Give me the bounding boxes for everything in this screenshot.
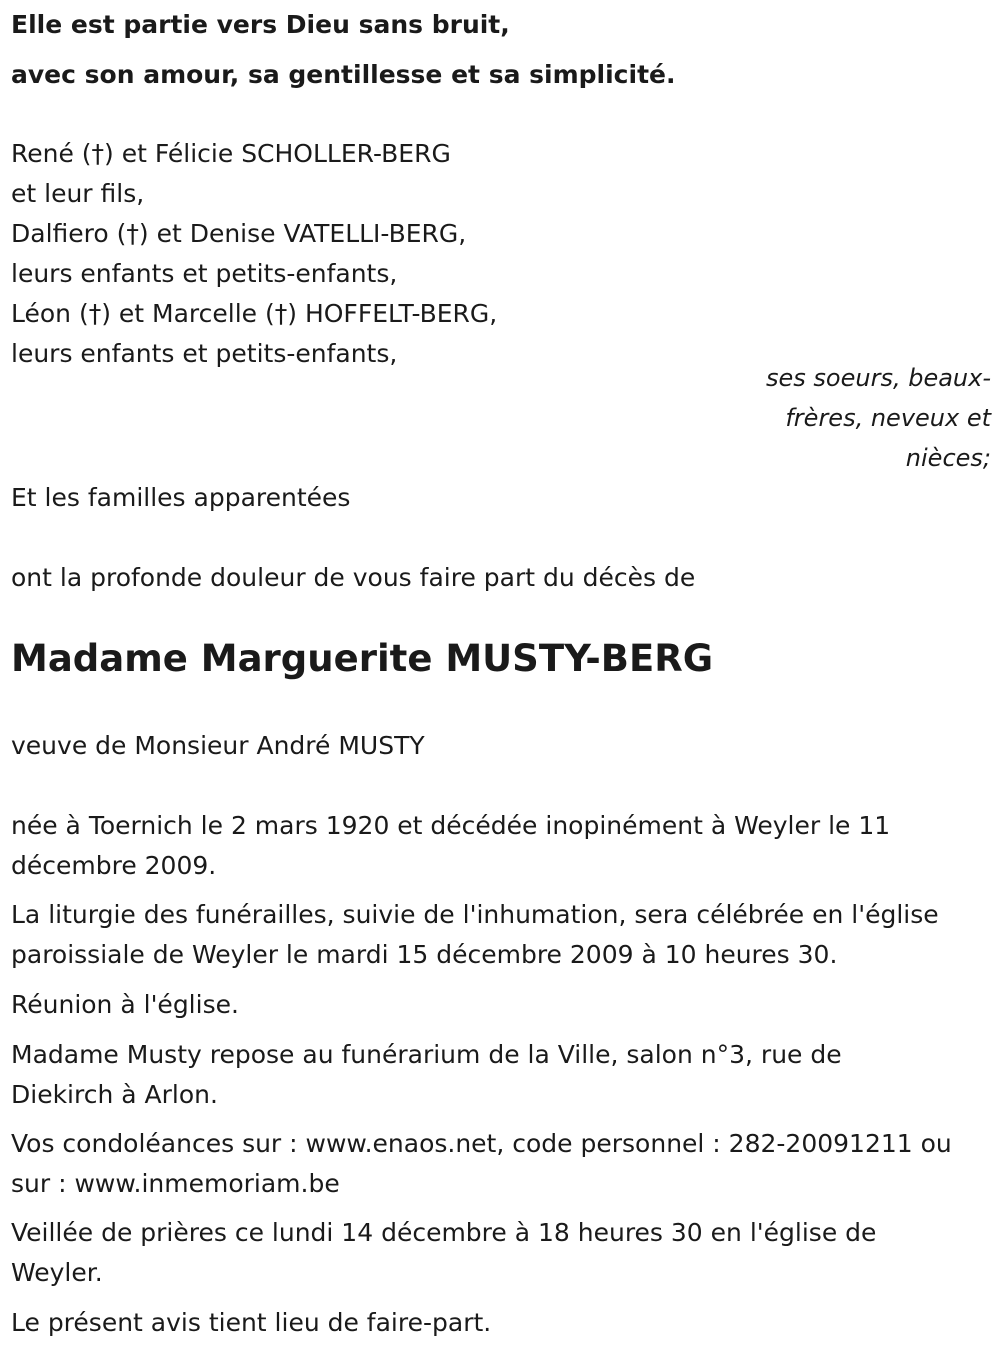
- family-line-1: René (†) et Félicie SCHOLLER-BERG: [11, 139, 451, 168]
- family-line-3: Dalfiero (†) et Denise VATELLI-BERG,: [11, 219, 467, 248]
- notice-statement: Le présent avis tient lieu de faire-part.: [11, 1308, 492, 1337]
- announcement: ont la profonde douleur de vous faire part du décès de: [11, 563, 696, 592]
- liturgy-line-1: La liturgie des funérailles, suivie de l'inhumation, sera célébrée en l'église: [11, 900, 939, 929]
- family-line-4: leurs enfants et petits-enfants,: [11, 259, 398, 288]
- family-line-5: Léon (†) et Marcelle (†) HOFFELT-BERG,: [11, 299, 498, 328]
- epigraph-line-1: Elle est partie vers Dieu sans bruit,: [11, 10, 510, 39]
- funerarium-line-1: Madame Musty repose au funérarium de la Ville, salon n°3, rue de: [11, 1040, 842, 1069]
- vigil-line-2: Weyler.: [11, 1258, 103, 1287]
- deceased-name: Madame Marguerite MUSTY-BERG: [11, 637, 714, 680]
- meeting-info: Réunion à l'église.: [11, 990, 239, 1019]
- family-line-6: leurs enfants et petits-enfants,: [11, 339, 398, 368]
- condolences-line-2: sur : www.inmemoriam.be: [11, 1169, 340, 1198]
- birth-death-line-2: décembre 2009.: [11, 851, 217, 880]
- condolences-line-1: Vos condoléances sur : www.enaos.net, code personnel : 282-20091211 ou: [11, 1129, 952, 1158]
- siblings-line-1: ses soeurs, beaux-: [766, 364, 991, 392]
- siblings-line-3: nièces;: [905, 444, 991, 472]
- birth-death-line-1: née à Toernich le 2 mars 1920 et décédée inopinément à Weyler le 11: [11, 811, 891, 840]
- vigil-line-1: Veillée de prières ce lundi 14 décembre à 18 heures 30 en l'église de: [11, 1218, 877, 1247]
- family-line-2: et leur fils,: [11, 179, 145, 208]
- widow-of: veuve de Monsieur André MUSTY: [11, 731, 425, 760]
- funerarium-line-2: Diekirch à Arlon.: [11, 1080, 218, 1109]
- liturgy-line-2: paroissiale de Weyler le mardi 15 décembre 2009 à 10 heures 30.: [11, 940, 838, 969]
- related-families: Et les familles apparentées: [11, 483, 351, 512]
- epigraph-line-2: avec son amour, sa gentillesse et sa simplicité.: [11, 60, 676, 89]
- siblings-line-2: frères, neveux et: [785, 404, 991, 432]
